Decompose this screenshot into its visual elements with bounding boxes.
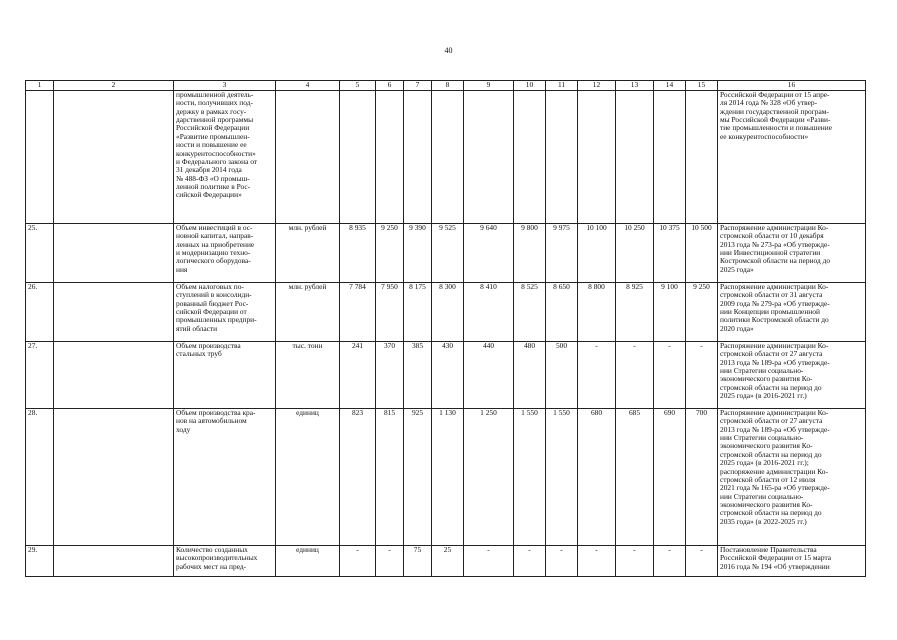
value-cell: - [340,546,376,577]
indicator-name: Количество созданных высокопроизводительных рабочих мест на пред- [174,546,276,577]
value-cell: - [546,546,578,577]
unit-cell [276,91,340,224]
value-cell: 8 175 [404,283,432,342]
value-cell: 1 550 [546,409,578,546]
source-document: Российской Федерации от 15 апре- ля 2014 года № 328 «Об утвер- ждении государственной програм- мы Российской Федерации «Разви- тие промышленности и повышение ее конкурентоспособности» [718,91,866,224]
page-number: 40 [444,46,453,55]
value-cell: 1 550 [514,409,546,546]
value-cell: - [654,546,686,577]
row-number: 25. [26,224,54,283]
value-cell: 685 [616,409,654,546]
row-number: 27. [26,342,54,409]
value-cell: 9 250 [376,224,404,283]
value-cell: 8 525 [514,283,546,342]
column-number: 8 [432,81,464,91]
column-number: 7 [404,81,432,91]
value-cell: 8 650 [546,283,578,342]
empty-cell [54,546,174,577]
value-cell [376,91,404,224]
value-cell [686,91,718,224]
column-number: 12 [578,81,616,91]
column-number: 16 [718,81,866,91]
value-cell: 8 925 [616,283,654,342]
unit-cell: тыс. тонн [276,342,340,409]
column-number: 15 [686,81,718,91]
value-cell: 823 [340,409,376,546]
value-cell: 8 410 [464,283,514,342]
value-cell: 10 375 [654,224,686,283]
value-cell: 815 [376,409,404,546]
empty-cell [54,91,174,224]
table-row [26,342,866,409]
value-cell: 9 975 [546,224,578,283]
value-cell: 8 800 [578,283,616,342]
source-document: Распоряжение администрации Ко- стромской области от 27 августа 2013 года № 189-ра «Об утвержде- нии Стратегии социально- экономического развития Ко- стромской области на период до 2025 года» (в 2016-2021 гг.) [718,342,866,409]
source-document: Распоряжение администрации Ко- стромской области от 10 декабря 2013 года № 273-ра «Об утвержде- нии Инвестиционной стратегии Костромской области на период до 2025 года» [718,224,866,283]
indicator-name: промышленной деятель- ности, получивших под- держку в рамках госу- дарственной программы Российской Федерации «Развитие промышлен- ности и повышение ее конкурентоспособности» и Федерального закона от 31 декабря 2014 года № 488-ФЗ «О промыш- ленной политике в Рос- сийской Федерации» [174,91,276,224]
value-cell [616,91,654,224]
table-row [26,283,866,342]
value-cell: 680 [578,409,616,546]
value-cell: 500 [546,342,578,409]
value-cell: 10 250 [616,224,654,283]
table-row [26,224,866,283]
value-cell: 7 784 [340,283,376,342]
value-cell [578,91,616,224]
column-number: 2 [54,81,174,91]
source-document: Распоряжение администрации Ко- стромской области от 31 августа 2009 года № 279-ра «Об утвержде- нии Концепции промышленной политики Костромской области до 2020 года» [718,283,866,342]
unit-cell: единиц [276,546,340,577]
value-cell: 9 525 [432,224,464,283]
value-cell: - [376,546,404,577]
value-cell: 1 130 [432,409,464,546]
column-number: 6 [376,81,404,91]
value-cell: - [616,342,654,409]
value-cell: 440 [464,342,514,409]
value-cell: - [514,546,546,577]
value-cell: 9 390 [404,224,432,283]
column-number: 9 [464,81,514,91]
value-cell [340,91,376,224]
empty-cell [54,283,174,342]
empty-cell [54,342,174,409]
row-number [26,91,54,224]
unit-cell: млн. рублей [276,283,340,342]
value-cell: - [578,546,616,577]
value-cell [514,91,546,224]
value-cell: 370 [376,342,404,409]
row-number: 26. [26,283,54,342]
value-cell: 10 500 [686,224,718,283]
value-cell: 9 250 [686,283,718,342]
table-row [26,91,866,224]
column-number-row [26,81,866,91]
value-cell: 75 [404,546,432,577]
value-cell: - [616,546,654,577]
value-cell: 25 [432,546,464,577]
row-number: 29. [26,546,54,577]
value-cell: 8 300 [432,283,464,342]
value-cell: 480 [514,342,546,409]
value-cell: 925 [404,409,432,546]
value-cell: 700 [686,409,718,546]
value-cell: - [686,342,718,409]
column-number: 5 [340,81,376,91]
column-number: 4 [276,81,340,91]
source-document: Постановление Правительства Российской Федерации от 15 марта 2016 года № 194 «Об утверждении [718,546,866,577]
indicator-name: Объем инвестиций в ос- новной капитал, направ- ленных на приобретение и модернизацию техно- логического оборудова- ния [174,224,276,283]
value-cell: 1 250 [464,409,514,546]
value-cell: 9 800 [514,224,546,283]
empty-cell [54,409,174,546]
column-number: 11 [546,81,578,91]
indicators-table [25,80,866,577]
value-cell: 8 935 [340,224,376,283]
unit-cell: единиц [276,409,340,546]
value-cell: - [686,546,718,577]
value-cell: 7 950 [376,283,404,342]
value-cell: - [578,342,616,409]
column-number: 13 [616,81,654,91]
source-document: Распоряжение администрации Ко- стромской области от 27 августа 2013 года № 189-ра «Об утвержде- нии Стратегии социально- экономического развития Ко- стромской области на период до 2025 года» (в 2016-2021 гг.); распоряжение администрации Ко- стромской области от 12 июля 2021 года № 165-ра «Об утвержде- нии Стратегии социально- экономического развития Ко- стромской области на период до 2035 года» (в 2022-2025 гг.) [718,409,866,546]
indicator-name: Объем производства кра- нов на автомобильном ходу [174,409,276,546]
indicator-name: Объем налоговых по- ступлений в консолиди- рованный бюджет Рос- сийской Федерации от промышленных предпри- ятий области [174,283,276,342]
row-number: 28. [26,409,54,546]
value-cell: 385 [404,342,432,409]
value-cell [654,91,686,224]
value-cell: 241 [340,342,376,409]
indicator-name: Объем производства стальных труб [174,342,276,409]
column-number: 3 [174,81,276,91]
value-cell: 9 640 [464,224,514,283]
column-number: 14 [654,81,686,91]
column-number: 1 [26,81,54,91]
value-cell: - [464,546,514,577]
value-cell: 9 100 [654,283,686,342]
value-cell [546,91,578,224]
value-cell [404,91,432,224]
value-cell: 690 [654,409,686,546]
value-cell [464,91,514,224]
empty-cell [54,224,174,283]
column-number: 10 [514,81,546,91]
value-cell [432,91,464,224]
table-row [26,546,866,577]
value-cell: 430 [432,342,464,409]
unit-cell: млн. рублей [276,224,340,283]
value-cell: 10 100 [578,224,616,283]
table-row [26,409,866,546]
value-cell: - [654,342,686,409]
